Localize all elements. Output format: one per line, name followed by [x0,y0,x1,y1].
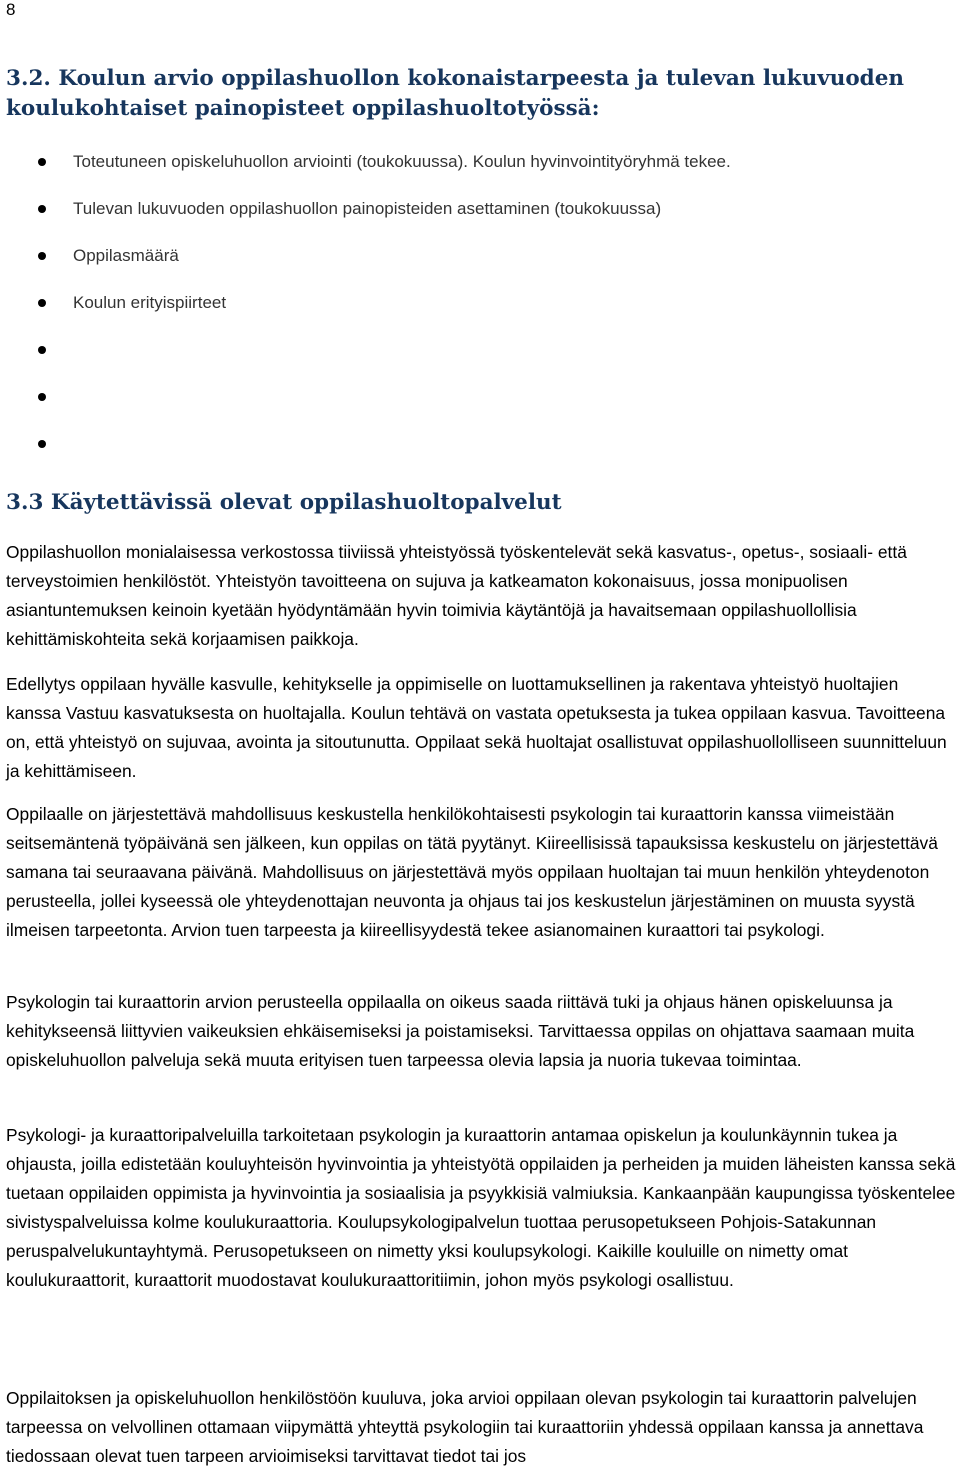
list-item [0,383,950,430]
list-item [0,336,950,383]
paragraph: Psykologi- ja kuraattoripalveluilla tarkoitetaan psykologin ja kuraattorin antamaa opiskelun ja koulunkäynnin tukea ja ohjausta, joilla edistetään kouluyhteisön hyvinvointia ja yhteistyötä oppilaiden ja perheiden ja muiden läheisten kanssa sekä tuetaan oppilaiden oppimista ja hyvinvointia ja sosiaalisia ja psyykkisiä valmiuksia. Kankaanpään kaupungissa työskentelee sivistyspalveluissa kolme koulukuraattoria. Koulupsykologipalvelun tuottaa perusopetukseen Pohjois-Satakunnan peruspalvelukuntayhtymä. Perusopetukseen on nimetty yksi koulupsykologi. Kaikille kouluille on nimetty omat koulukuraattorit, kuraattorit muodostavat koulukuraattoritiimin, johon myös psykologi osallistuu. [6,1125,956,1290]
bullet-icon [38,252,46,260]
bullet-icon [38,299,46,307]
paragraph: Oppilaalle on järjestettävä mahdollisuus keskustella henkilökohtaisesti psykologin tai kuraattorin kanssa viimeistään seitsemäntenä työpäivänä sen jälkeen, kun oppilas on tätä pyytänyt. Kiireellisissä tapauksissa keskustelu on järjestettävä samana tai seuraavana päivänä. Mahdollisuus on järjestettävä myös oppilaan huoltajan tai muun henkilön yhteydenoton perusteella, jollei kyseessä ole yhteydenottajan neuvonta ja ohjaus tai jos keskustelun järjestäminen on muusta syystä ilmeisen tarpeetonta. Arvion tuen tarpeesta ja kiireellisyydestä tekee asianomainen kuraattori tai psykologi. [6,804,938,940]
list-item [0,242,950,289]
list-item-text: Toteutuneen opiskeluhuollon arviointi (toukokuussa). Koulun hyvinvointityöryhmä tekee. [73,152,731,171]
page-number: 8 [6,0,16,19]
paragraph: Edellytys oppilaan hyvälle kasvulle, kehitykselle ja oppimiselle on luottamuksellinen ja rakentava yhteistyö huoltajien kanssa Vastuu kasvatuksesta on huoltajalla. Koulun tehtävä on vastata opetuksesta ja tukea oppilaan kasvua. Tavoitteena on, että yhteistyö on sujuvaa, avointa ja sitoutunutta. Oppilaat sekä huoltajat osallistuvat oppilashuollolliseen suunnitteluun ja kehittämiseen. [6,674,947,781]
bullet-list [0,148,950,477]
bullet-icon [38,440,46,448]
list-item-text: Oppilasmäärä [73,246,179,265]
list-item [0,430,950,477]
bullet-icon [38,346,46,354]
bullet-icon [38,205,46,213]
paragraph: Oppilaitoksen ja opiskeluhuollon henkilöstöön kuuluva, joka arvioi oppilaan olevan psykologin tai kuraattorin palvelujen tarpeessa on velvollinen ottamaan viipymättä yhteyttä psykologiin tai kuraattoriin yhdessä oppilaan kanssa ja annettava tiedossaan olevat tuen tarpeen arvioimiseksi tarvittavat tiedot tai jos [6,1388,924,1466]
paragraph: Psykologin tai kuraattorin arvion perusteella oppilaalla on oikeus saada riittävä tuki ja ohjaus hänen opiskeluunsa ja kehitykseensä liittyvien vaikeuksien ehkäisemiseksi ja poistamiseksi. Tarvittaessa oppilas on ohjattava saamaan muita opiskeluhuollon palveluja sekä muuta erityisen tuen tarpeessa olevia lapsia ja nuoria tukevaa toimintaa. [6,992,915,1070]
section-3-2-heading: 3.2. Koulun arvio oppilashuollon kokonaistarpeesta ja tulevan lukuvuoden koulukohtaiset painopisteet oppilashuoltotyössä: [6,66,905,121]
paragraph: Oppilashuollon monialaisessa verkostossa tiiviissä yhteistyössä työskentelevät sekä kasvatus-, opetus-, sosiaali- että terveystoimien henkilöstöt. Yhteistyön tavoitteena on sujuva ja katkeamaton kokonaisuus, jossa monipuolisen asiantuntemuksen keinoin kyetään hyödyntämään hyvin toimivia käytäntöjä ja havaitsemaan oppilashuollollisia kehittämiskohteita sekä korjaamisen paikkoja. [6,542,907,649]
list-item [0,289,950,336]
list-item-text: Tulevan lukuvuoden oppilashuollon painopisteiden asettaminen (toukokuussa) [73,199,662,218]
section-3-3-heading: 3.3 Käytettävissä olevat oppilashuoltopalvelut [6,490,562,515]
bullet-icon [38,158,46,166]
bullet-icon [38,393,46,401]
list-item [0,195,950,242]
list-item-text: Koulun erityispiirteet [73,293,227,312]
list-item [0,148,950,195]
